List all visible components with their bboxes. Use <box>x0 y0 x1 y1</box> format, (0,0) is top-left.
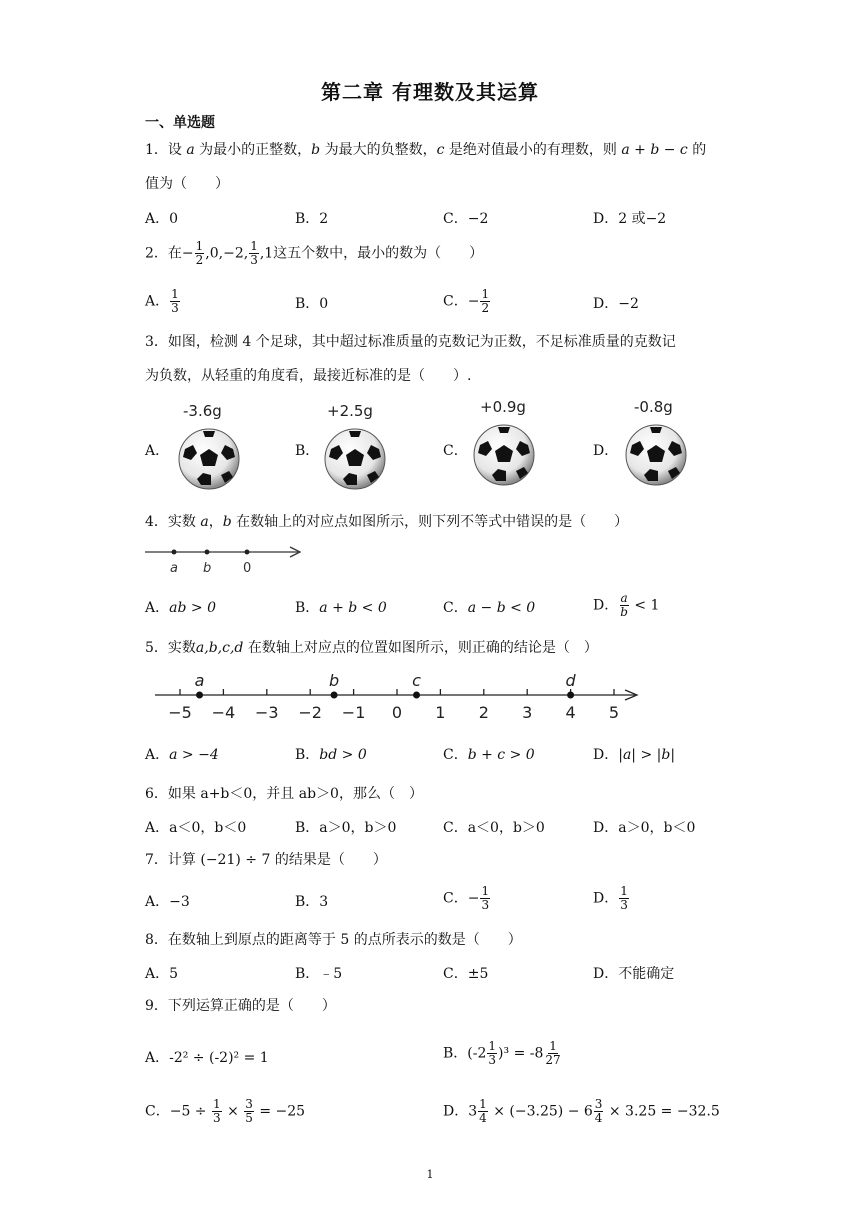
axis-point-label: c <box>412 671 421 690</box>
denominator: b <box>620 605 628 619</box>
q1-expression: a + b − c <box>621 142 688 158</box>
option-expression: × <box>222 1103 244 1120</box>
axis-tick-label: 5 <box>608 703 620 722</box>
option-expression: )³ = -8 <box>498 1045 544 1062</box>
page-number: 1 <box>426 1168 434 1181</box>
q9-option-c <box>145 1098 305 1125</box>
q3-option-b: B． <box>295 443 320 459</box>
q1-text: 的 <box>687 142 707 158</box>
q5-option-a <box>145 744 219 764</box>
q5-number-line <box>150 665 650 725</box>
q6-option-a: A．a＜0，b＜0 <box>145 820 247 836</box>
fraction <box>487 1040 497 1067</box>
q1-text: 是绝对值最小的有理数，则 <box>444 142 622 158</box>
numerator: 1 <box>481 884 490 898</box>
axis-tick-label: 2 <box>478 703 489 722</box>
fraction <box>480 885 490 912</box>
option-label: C．− <box>443 293 480 310</box>
fraction <box>619 592 629 619</box>
denominator: 3 <box>488 1053 497 1067</box>
q6-option-d: D．a＞0，b＜0 <box>593 820 696 836</box>
q4-number-line <box>143 542 308 578</box>
axis-tick-label: 0 <box>391 703 403 722</box>
q8-option-c: C．±5 <box>443 966 489 982</box>
axis-label-b: b <box>203 561 212 576</box>
q3-option-a: A． <box>145 443 170 459</box>
q5-text: 5．实数 <box>145 640 196 656</box>
option-label: B． <box>443 1045 468 1062</box>
axis-tick-label: 4 <box>565 703 576 722</box>
option-expression: a + b < 0 <box>319 600 387 616</box>
denominator: 5 <box>245 1111 253 1125</box>
axis-label-zero: 0 <box>243 561 252 576</box>
denominator: 2 <box>481 301 490 315</box>
option-expression: = −25 <box>254 1103 306 1120</box>
q7-option-c <box>443 885 491 912</box>
fraction <box>244 1098 254 1125</box>
q4-var: a <box>200 514 209 530</box>
numerator: 1 <box>549 1039 557 1053</box>
q7-option-b: B．3 <box>295 894 329 910</box>
q6-option-b: B．a＞0，b＞0 <box>295 820 397 836</box>
option-expression: ab > 0 <box>169 600 216 616</box>
axis-tick-label: −3 <box>255 703 279 722</box>
q7-option-a: A．−3 <box>145 894 190 910</box>
question-1 <box>145 140 725 160</box>
section-heading: 一、单选题 <box>145 115 215 131</box>
question-2 <box>145 240 725 267</box>
denominator: 27 <box>545 1053 561 1067</box>
denominator: 3 <box>250 253 258 267</box>
denominator: 4 <box>479 1111 487 1125</box>
q7-option-d <box>593 885 630 912</box>
q9-option-a: A．-2² ÷ (-2)² = 1 <box>145 1050 269 1066</box>
q3-option-d: D． <box>593 443 619 459</box>
option-label: D．3 <box>443 1103 478 1120</box>
q1-var: c <box>436 142 445 158</box>
fraction <box>170 288 180 315</box>
axis-point <box>331 692 338 699</box>
option-label: C．−5 ÷ <box>145 1103 211 1120</box>
q9-option-b <box>443 1040 563 1067</box>
q4-option-a <box>145 597 216 617</box>
fraction <box>212 1098 222 1125</box>
axis-point-label: d <box>565 671 576 690</box>
question-9: 9．下列运算正确的是（ ） <box>145 998 336 1014</box>
option-label: D． <box>593 890 619 907</box>
q5-vars: a,b,c,d <box>195 640 244 656</box>
q1-option-c: C．−2 <box>443 211 489 227</box>
option-label: A． <box>145 293 170 310</box>
numerator: 1 <box>250 239 258 253</box>
numerator: 3 <box>594 1097 603 1111</box>
option-label: B． <box>295 600 320 616</box>
q1-var: a <box>186 142 195 158</box>
numerator: 1 <box>488 1039 497 1053</box>
option-label: C．− <box>443 890 480 907</box>
option-label: A． <box>145 747 170 763</box>
q1-option-a: A．0 <box>145 211 179 227</box>
q9-option-d <box>443 1098 720 1125</box>
question-3-line1: 3．如图，检测 4 个足球，其中超过标准质量的克数记为正数，不足标准质量的克数记 <box>145 334 676 350</box>
denominator: 3 <box>171 301 179 315</box>
axis-label-a: a <box>170 561 178 576</box>
q5-option-b <box>295 744 367 764</box>
question-6: 6．如果 a+b＜0，并且 ab＞0，那么（ ） <box>145 786 423 802</box>
option-expression: |a| > |b| <box>618 747 676 763</box>
soccer-ball-icon <box>624 423 688 487</box>
q2-text: ,1这五个数中，最小的数为（ ） <box>259 245 484 262</box>
q2-option-d: D．−2 <box>593 296 639 312</box>
option-label: D． <box>593 747 619 763</box>
axis-tick-label: −2 <box>298 703 322 722</box>
q2-option-b: B．0 <box>295 296 329 312</box>
q5-option-c <box>443 744 535 764</box>
q8-option-a: A．5 <box>145 966 179 982</box>
numerator: 1 <box>195 239 204 253</box>
q4-option-d <box>593 592 659 619</box>
q8-option-d: D．不能确定 <box>593 966 675 982</box>
soccer-ball-icon <box>323 427 387 491</box>
fraction <box>195 240 205 267</box>
option-label: C． <box>443 600 468 616</box>
denominator: 4 <box>594 1111 603 1125</box>
q1-option-b: B．2 <box>295 211 329 227</box>
denominator: 3 <box>620 898 628 912</box>
axis-tick-label: −4 <box>211 703 236 722</box>
q4-text: ， <box>208 514 223 530</box>
q3-weight-label: +2.5g <box>327 402 373 420</box>
option-expression: a > −4 <box>169 747 219 763</box>
q1-text: 1．设 <box>145 142 187 158</box>
q3-option-c: C． <box>443 443 468 459</box>
denominator: 3 <box>212 1111 221 1125</box>
q2-option-c <box>443 288 491 315</box>
axis-point <box>413 692 420 699</box>
question-1-line2: 值为（ ） <box>145 176 229 192</box>
numerator: 1 <box>212 1097 221 1111</box>
axis-point-label: a <box>194 671 205 690</box>
q1-text: 为最小的正整数， <box>194 142 312 158</box>
fraction <box>249 240 259 267</box>
option-label: D． <box>593 597 619 614</box>
denominator: 2 <box>195 253 204 267</box>
q3-weight-label: -0.8g <box>634 398 673 416</box>
q4-option-b <box>295 597 387 617</box>
question-3-line2: 为负数，从轻重的角度看，最接近标准的是（ ）. <box>145 368 472 384</box>
q4-var: b <box>222 514 232 530</box>
q3-weight-label: +0.9g <box>480 398 526 416</box>
q4-text: 4．实数 <box>145 514 201 530</box>
question-4 <box>145 512 725 532</box>
option-expression: a − b < 0 <box>467 600 536 616</box>
soccer-ball-icon <box>472 423 536 487</box>
q1-var: b <box>311 142 321 158</box>
q1-text: 为最大的负整数， <box>320 142 437 158</box>
option-label: B． <box>295 747 320 763</box>
axis-point-label: b <box>328 671 340 690</box>
numerator: 3 <box>245 1097 253 1111</box>
option-expression: × (−3.25) − 6 <box>488 1103 593 1120</box>
q4-option-c <box>443 597 535 617</box>
option-expression: b + c > 0 <box>467 747 535 763</box>
fraction <box>544 1040 561 1067</box>
numerator: a <box>620 591 628 605</box>
option-expression: bd > 0 <box>319 747 367 763</box>
axis-point <box>567 692 574 699</box>
fraction <box>480 288 490 315</box>
question-5 <box>145 638 725 658</box>
axis-tick-label: −5 <box>168 703 192 722</box>
q2-option-a <box>145 288 181 315</box>
question-7: 7．计算 (−21) ÷ 7 的结果是（ ） <box>145 852 387 868</box>
q8-option-b: B．﹣5 <box>295 966 343 982</box>
fraction <box>478 1098 488 1125</box>
fraction <box>594 1098 604 1125</box>
numerator: 1 <box>171 287 179 301</box>
fraction <box>619 885 629 912</box>
numerator: 1 <box>479 1097 487 1111</box>
q2-text: 2．在− <box>145 245 194 262</box>
option-label: A． <box>145 600 170 616</box>
soccer-ball-icon <box>177 427 241 491</box>
q3-weight-label: -3.6g <box>183 402 222 420</box>
numerator: 1 <box>481 287 490 301</box>
axis-tick-label: 1 <box>435 703 446 722</box>
axis-tick-label: 3 <box>522 703 533 722</box>
q5-option-d <box>593 744 675 764</box>
numerator: 1 <box>620 884 628 898</box>
denominator: 3 <box>481 898 490 912</box>
q6-option-c: C．a＜0，b＞0 <box>443 820 545 836</box>
question-8: 8．在数轴上到原点的距离等于 5 的点所表示的数是（ ） <box>145 932 522 948</box>
axis-tick-label: −1 <box>341 703 366 722</box>
option-label: C． <box>443 747 468 763</box>
page-title: 第二章 有理数及其运算 <box>321 80 539 104</box>
q1-option-d: D．2 或−2 <box>593 211 667 227</box>
option-expression: < 1 <box>629 597 660 614</box>
q4-text: 在数轴上的对应点如图所示，则下列不等式中错误的是（ ） <box>231 514 629 530</box>
option-expression: × 3.25 = −32.5 <box>604 1103 720 1120</box>
axis-point <box>196 692 203 699</box>
q5-text: 在数轴上对应点的位置如图所示，则正确的结论是（ ） <box>243 640 598 656</box>
option-expression: (-2 <box>467 1045 487 1062</box>
q2-text: ,0,−2, <box>205 245 249 262</box>
